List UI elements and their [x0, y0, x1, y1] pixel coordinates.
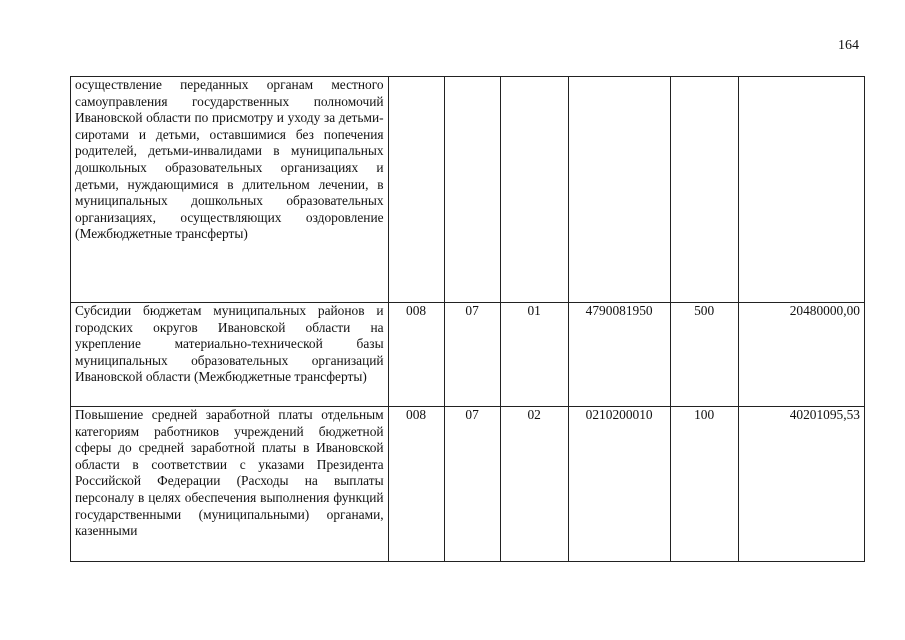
target-article-cell: 4790081950 [568, 303, 670, 407]
target-article-cell: 0210200010 [568, 407, 670, 562]
table-row [71, 77, 865, 303]
amount-cell [738, 77, 864, 303]
section-code-cell: 07 [444, 407, 500, 562]
subsection-code-cell: 02 [500, 407, 568, 562]
row-description: Повышение средней заработной платы отдельным категориям работников учреждений бюджетной сферы до средней заработной платы в Ивановской области в соответствии с указами Президента Российской Федерации (Расходы на выплаты персоналу в целях обеспечения выполнения функций государственными (муниципальными) органами, казенными [71, 407, 389, 562]
expense-type-cell [670, 77, 738, 303]
ministry-code-cell: 008 [388, 303, 444, 407]
target-article-cell [568, 77, 670, 303]
amount-cell: 40201095,53 [738, 407, 864, 562]
expense-type-cell: 100 [670, 407, 738, 562]
row-description: осуществление переданных органам местного самоуправления государственных полномочий Ивановской области по присмотру и уходу за детьми-сиротами и детьми, оставшимися без попечения родителей, детьми-инвалидами в муниципальных дошкольных образовательных организациях и детьми, нуждающимися в длительном лечении, в муниципальных дошкольных образовательных организациях, осуществляющих оздоровление (Межбюджетные трансферты) [71, 77, 389, 303]
table-row [71, 303, 865, 407]
subsection-code-cell [500, 77, 568, 303]
section-code-cell [444, 77, 500, 303]
ministry-code-cell: 008 [388, 407, 444, 562]
budget-table [70, 76, 865, 562]
ministry-code-cell [388, 77, 444, 303]
amount-cell: 20480000,00 [738, 303, 864, 407]
subsection-code-cell: 01 [500, 303, 568, 407]
page-number: 164 [838, 38, 859, 53]
row-description: Субсидии бюджетам муниципальных районов и городских округов Ивановской области на укрепление материально-технической базы муниципальных образовательных организаций Ивановской области (Межбюджетные трансферты) [71, 303, 389, 407]
expense-type-cell: 500 [670, 303, 738, 407]
table-row [71, 407, 865, 562]
section-code-cell: 07 [444, 303, 500, 407]
